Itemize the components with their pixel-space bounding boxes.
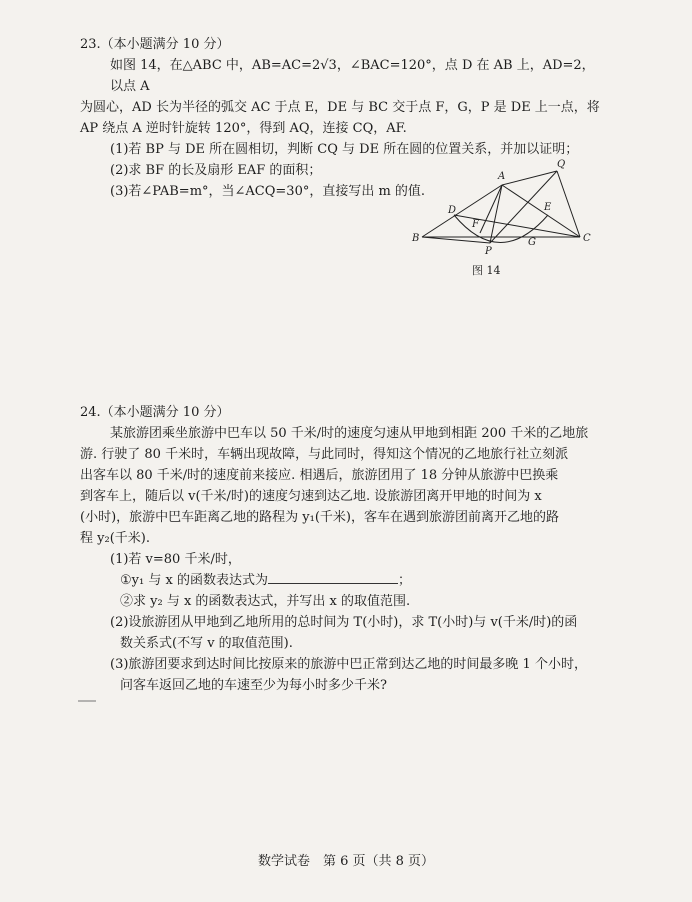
q24-sub-2b: 数关系式(不写 v 的取值范围). — [120, 636, 293, 651]
q24-sub-3a: (3)旅游团要求到达时间比按原来的旅游中巴正常到达乙地的时间最多晚 1 个小时， — [110, 657, 587, 672]
q23-sub-1: (1)若 BP 与 DE 所在圆相切，判断 CQ 与 DE 所在圆的位置关系，并加以证明； — [110, 142, 579, 157]
q24-header: 24.（本小题满分 10 分） — [80, 405, 230, 420]
label-g: G — [528, 237, 536, 248]
q23-sub-2: (2)求 BF 的长及扇形 EAF 的面积； — [110, 163, 322, 178]
q24-sub-2a: (2)设旅游团从甲地到乙地所用的总时间为 T(小时)，求 T(小时)与 v(千米/时)的函 — [110, 615, 578, 630]
q24-sub-1a — [80, 570, 600, 591]
label-b: B — [412, 233, 420, 244]
stray-pencil-mark — [78, 700, 96, 702]
q24-stem-line-1: 某旅游团乘坐旅游中巴车以 50 千米/时的速度匀速从甲地到相距 200 千米的乙地旅 — [110, 426, 589, 441]
q24-sub-1b: ②求 y₂ 与 x 的函数表达式，并写出 x 的取值范围. — [120, 594, 411, 609]
geometry-figure-14 — [410, 155, 600, 285]
q23-stem-line-2: 为圆心，AD 长为半径的弧交 AC 于点 E，DE 与 BC 交于点 F，G，P 是 DE 上一点，将 — [80, 100, 600, 115]
answer-blank — [268, 571, 398, 584]
label-f: F — [472, 219, 479, 230]
segment-ap — [490, 185, 502, 243]
q24-sub-3b: 问客车返回乙地的车速至少为每小时多少千米? — [120, 678, 387, 693]
q23-sub-3: (3)若∠PAB=m°，当∠ACQ=30°，直接写出 m 的值. — [110, 184, 426, 199]
label-e: E — [544, 202, 552, 213]
q23-stem-line-1: 如图 14，在△ABC 中，AB=AC=2√3，∠BAC=120°，点 D 在 AB 上，AD=2，以点 A — [110, 58, 595, 94]
q24-stem-line-5: (小时)，旅游中巴车距离乙地的路程为 y₁(千米)，客车在遇到旅游团前离开乙地的路 — [80, 510, 559, 525]
q24-stem-line-6: 程 y₂(千米). — [80, 531, 150, 546]
label-a: A — [498, 171, 506, 182]
q24-sub-1: (1)若 v=80 千米/时， — [110, 552, 241, 567]
label-c: C — [583, 233, 591, 244]
segment-bp — [422, 237, 490, 243]
figure-caption: 图 14 — [472, 264, 501, 277]
segment-ac — [502, 185, 580, 237]
q24-sub-1a-text: ①y₁ 与 x 的函数表达式为 — [120, 573, 268, 588]
q24-stem-line-3: 出客车以 80 千米/时的速度前来接应. 相遇后，旅游团用了 18 分钟从旅游中巴换乘 — [80, 468, 559, 483]
label-p: P — [485, 246, 492, 257]
label-d: D — [448, 205, 457, 216]
q23-stem-line-3: AP 绕点 A 逆时针旋转 120°，得到 AQ，连接 CQ，AF. — [80, 121, 407, 136]
q24-stem-line-2: 游. 行驶了 80 千米时，车辆出现故障，与此同时，得知这个情况的乙地旅行社立刻派 — [80, 447, 569, 462]
question-24 — [80, 402, 600, 696]
page-footer: 数学试卷 第 6 页（共 8 页） — [257, 854, 435, 869]
label-q: Q — [557, 159, 566, 170]
q23-header: 23.（本小题满分 10 分） — [80, 37, 230, 52]
segment-cq — [557, 171, 580, 237]
q24-stem-line-4: 到客车上，随后以 v(千米/时)的速度匀速到达乙地. 设旅游团离开甲地的时间为 x — [80, 489, 542, 504]
q24-sub-1a-end: ； — [397, 573, 411, 588]
segment-aq — [502, 171, 557, 185]
